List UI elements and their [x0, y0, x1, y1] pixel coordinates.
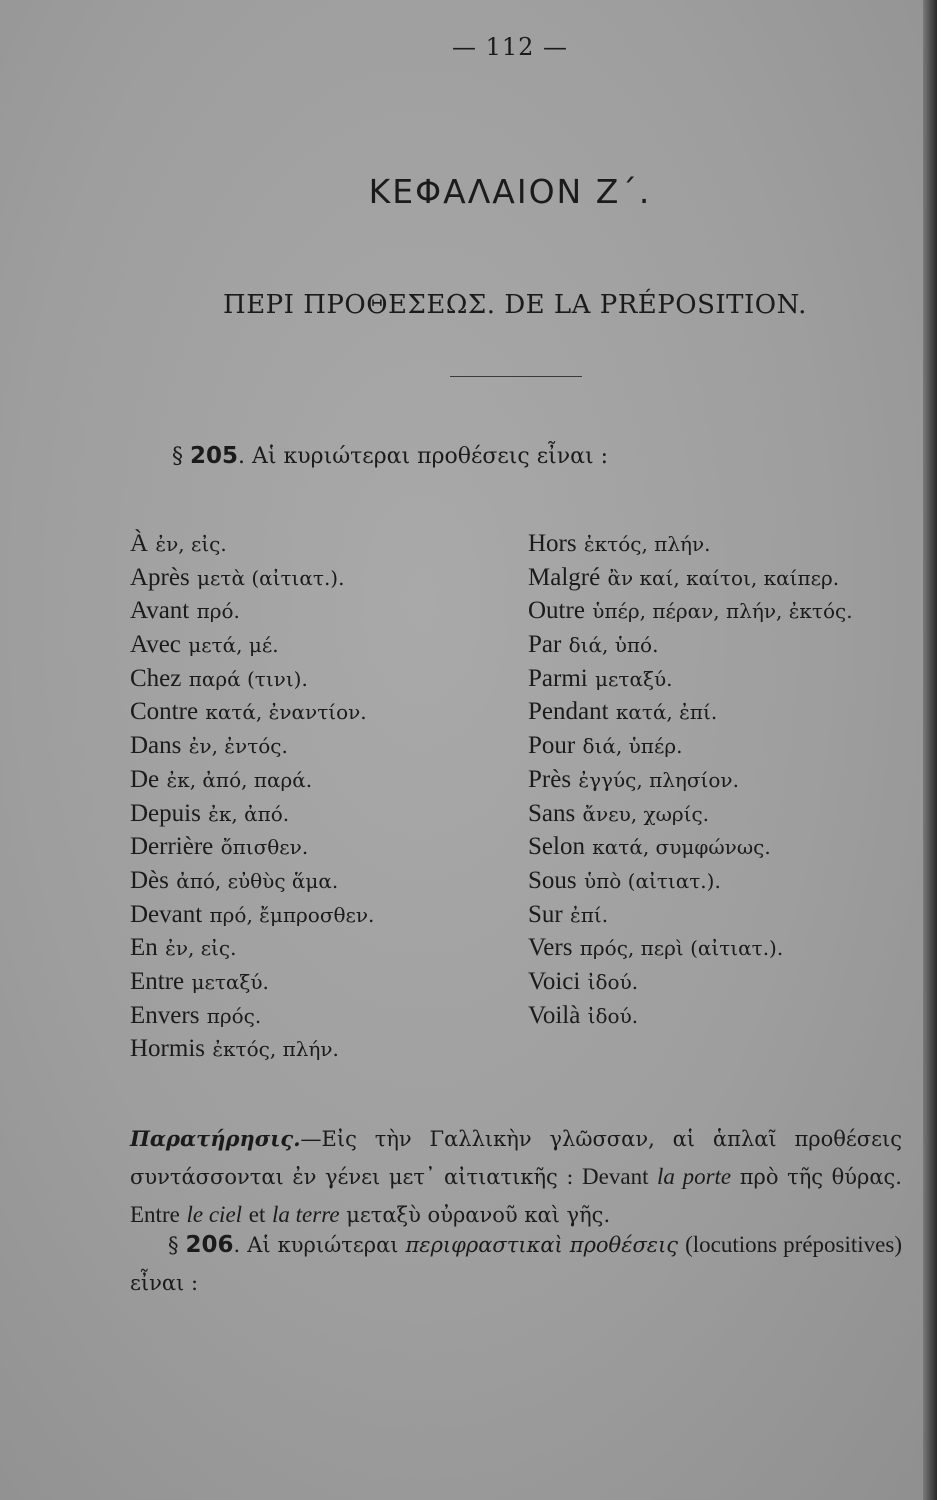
- title-divider: [450, 376, 582, 377]
- french-preposition: Selon: [528, 833, 585, 861]
- french-preposition: Chez: [130, 664, 182, 692]
- french-preposition: Dès: [130, 866, 169, 894]
- section-symbol: §: [168, 1233, 179, 1257]
- preposition-entry: [528, 763, 853, 797]
- preposition-entry: [130, 763, 374, 797]
- french-preposition: Envers: [130, 1001, 200, 1029]
- preposition-entry: [528, 864, 853, 898]
- preposition-entry: [130, 594, 374, 628]
- greek-equivalent: πρός.: [206, 1003, 262, 1028]
- greek-equivalent: διά, ὑπό.: [568, 633, 659, 658]
- chapter-title: ΚΕΦΑΛΑΙΟΝ Ζ΄.: [368, 172, 652, 211]
- preposition-entry: [130, 898, 374, 932]
- french-preposition: De: [130, 765, 160, 793]
- greek-equivalent: ἐγγύς, πλησίον.: [578, 767, 739, 792]
- greek-equivalent: μετά, μέ.: [188, 633, 279, 658]
- preposition-entry: [130, 931, 374, 965]
- preposition-entry: [130, 527, 374, 561]
- preposition-entry: [528, 628, 853, 662]
- greek-equivalent: ἐν, εἰς.: [155, 532, 227, 556]
- remark-label: Παρατήρησις.: [130, 1126, 301, 1151]
- greek-equivalent: ἐν, ἐντός.: [188, 734, 288, 759]
- paragraph-206: [130, 1226, 902, 1302]
- preposition-entry: [528, 965, 853, 999]
- greek-equivalent: πρό, ἔμπροσθεν.: [209, 902, 375, 927]
- greek-equivalent: πρός, περὶ (αἰτιατ.).: [579, 936, 784, 961]
- greek-equivalent: κατά, συμφώνως.: [592, 835, 771, 860]
- preposition-entry: [528, 561, 853, 595]
- preposition-entry: [130, 662, 374, 696]
- french-preposition: Avant: [130, 597, 190, 625]
- preposition-entry: [130, 561, 374, 595]
- preposition-list-left: [130, 527, 374, 1066]
- french-preposition: Pour: [528, 732, 576, 760]
- greek-equivalent: ἰδού.: [587, 969, 639, 994]
- section-number: 206: [185, 1232, 234, 1258]
- example-word: et: [248, 1202, 266, 1227]
- example-translation: πρὸ τῆς θύρας.: [739, 1165, 902, 1189]
- french-preposition: Vers: [528, 934, 573, 962]
- example-word: Entre: [130, 1202, 180, 1227]
- example-word: la terre: [272, 1202, 340, 1227]
- greek-equivalent: ὑπὸ (αἰτιατ.).: [583, 868, 721, 893]
- french-preposition: Pendant: [528, 698, 609, 726]
- greek-equivalent: μεταξύ.: [595, 666, 673, 691]
- greek-equivalent: ἐκτός, πλήν.: [212, 1037, 339, 1062]
- greek-equivalent: ἐκ, ἀπό.: [208, 801, 290, 826]
- preposition-entry: [130, 729, 374, 763]
- french-preposition: Hors: [528, 530, 577, 557]
- french-preposition: Hormis: [130, 1035, 205, 1063]
- greek-equivalent: μετὰ (αἰτιατ.).: [197, 565, 345, 590]
- french-preposition: Avec: [130, 631, 181, 659]
- example-word: la porte: [657, 1164, 732, 1189]
- remark-paragraph: [130, 1120, 902, 1234]
- greek-equivalent: ἐκ, ἀπό, παρά.: [166, 767, 313, 792]
- greek-equivalent: ὄπισθεν.: [220, 835, 309, 860]
- greek-equivalent: ἐπί.: [570, 902, 609, 927]
- french-preposition: Depuis: [130, 799, 201, 827]
- french-preposition: À: [130, 530, 149, 557]
- french-preposition: Devant: [130, 900, 203, 928]
- preposition-entry: [130, 628, 374, 662]
- greek-equivalent: διά, ὑπέρ.: [582, 734, 683, 759]
- french-preposition: Après: [130, 563, 190, 591]
- preposition-list-right: [528, 527, 853, 1032]
- greek-equivalent: κατά, ἐναντίον.: [205, 700, 367, 725]
- french-preposition: Dans: [130, 732, 182, 760]
- preposition-entry: [130, 695, 374, 729]
- remark-text: —Εἰς τὴν Γαλλικὴν γλῶσσαν, αἱ ἁπλαῖ προθέσεις συντάσσονται ἐν γένει μετ᾽ αἰτιατικῆς :: [130, 1127, 902, 1189]
- greek-equivalent: κατά, ἐπί.: [615, 700, 718, 725]
- example-word: Devant: [582, 1164, 649, 1189]
- french-preposition: Malgré: [528, 563, 601, 591]
- section-symbol: §: [172, 444, 183, 469]
- french-preposition: Outre: [528, 597, 585, 625]
- greek-equivalent: ἄνευ, χωρίς.: [582, 801, 710, 826]
- preposition-entry: [528, 931, 853, 965]
- page-number: — 112 —: [451, 33, 569, 61]
- paragraph-text: . Αἱ κυριώτεραι προθέσεις εἶναι :: [238, 444, 609, 469]
- preposition-entry: [528, 594, 853, 628]
- greek-equivalent: ἂν καί, καίτοι, καίπερ.: [607, 565, 840, 590]
- french-preposition: Sans: [528, 799, 576, 827]
- greek-equivalent: ὑπέρ, πέραν, πλήν, ἐκτός.: [592, 599, 853, 624]
- preposition-entry: [130, 797, 374, 831]
- book-spine-shadow: [923, 0, 937, 1500]
- preposition-entry: [528, 797, 853, 831]
- preposition-entry: [528, 662, 853, 696]
- french-preposition: Sous: [528, 866, 577, 894]
- greek-equivalent: ἐν, εἰς.: [165, 936, 237, 961]
- french-preposition: Sur: [528, 900, 563, 928]
- french-preposition: Par: [528, 631, 562, 659]
- example-word: le ciel: [186, 1202, 243, 1227]
- french-preposition: Contre: [130, 698, 199, 726]
- paragraph-205: [172, 443, 608, 469]
- preposition-entry: [528, 830, 853, 864]
- section-title: ΠΕΡΙ ΠΡΟΘΕΣΕΩΣ. DE LA PRÉPOSITION.: [223, 290, 807, 320]
- preposition-entry: [130, 864, 374, 898]
- greek-equivalent: ἀπό, εὐθὺς ἅμα.: [176, 868, 339, 893]
- french-preposition: Voilà: [528, 1001, 581, 1029]
- preposition-entry: [130, 830, 374, 864]
- preposition-entry: [528, 898, 853, 932]
- preposition-entry: [528, 695, 853, 729]
- french-preposition: Entre: [130, 967, 185, 995]
- french-preposition: Derrière: [130, 833, 214, 861]
- paragraph-french: (locutions prépositives): [685, 1232, 902, 1257]
- preposition-entry: [528, 999, 853, 1033]
- greek-equivalent: πρό.: [196, 599, 240, 624]
- greek-equivalent: παρά (τινι).: [188, 666, 308, 691]
- french-preposition: Près: [528, 765, 572, 793]
- greek-equivalent: ἐκτός, πλήν.: [583, 532, 711, 556]
- greek-equivalent: μεταξύ.: [191, 969, 269, 994]
- example-translation: μεταξὺ οὐρανοῦ καὶ γῆς.: [346, 1203, 611, 1227]
- french-preposition: Parmi: [528, 664, 588, 692]
- preposition-entry: [130, 999, 374, 1033]
- greek-equivalent: ἰδού.: [587, 1003, 639, 1028]
- french-preposition: En: [130, 934, 158, 962]
- paragraph-italic: περιφραστικαὶ προθέσεις: [405, 1233, 679, 1257]
- preposition-entry: [130, 1032, 374, 1066]
- paragraph-text: εἶναι :: [130, 1271, 199, 1295]
- preposition-entry: [130, 965, 374, 999]
- preposition-entry: [528, 527, 853, 561]
- paragraph-text: . Αἱ κυριώτεραι: [233, 1233, 399, 1257]
- section-number: 205: [190, 443, 239, 469]
- french-preposition: Voici: [528, 967, 581, 995]
- preposition-entry: [528, 729, 853, 763]
